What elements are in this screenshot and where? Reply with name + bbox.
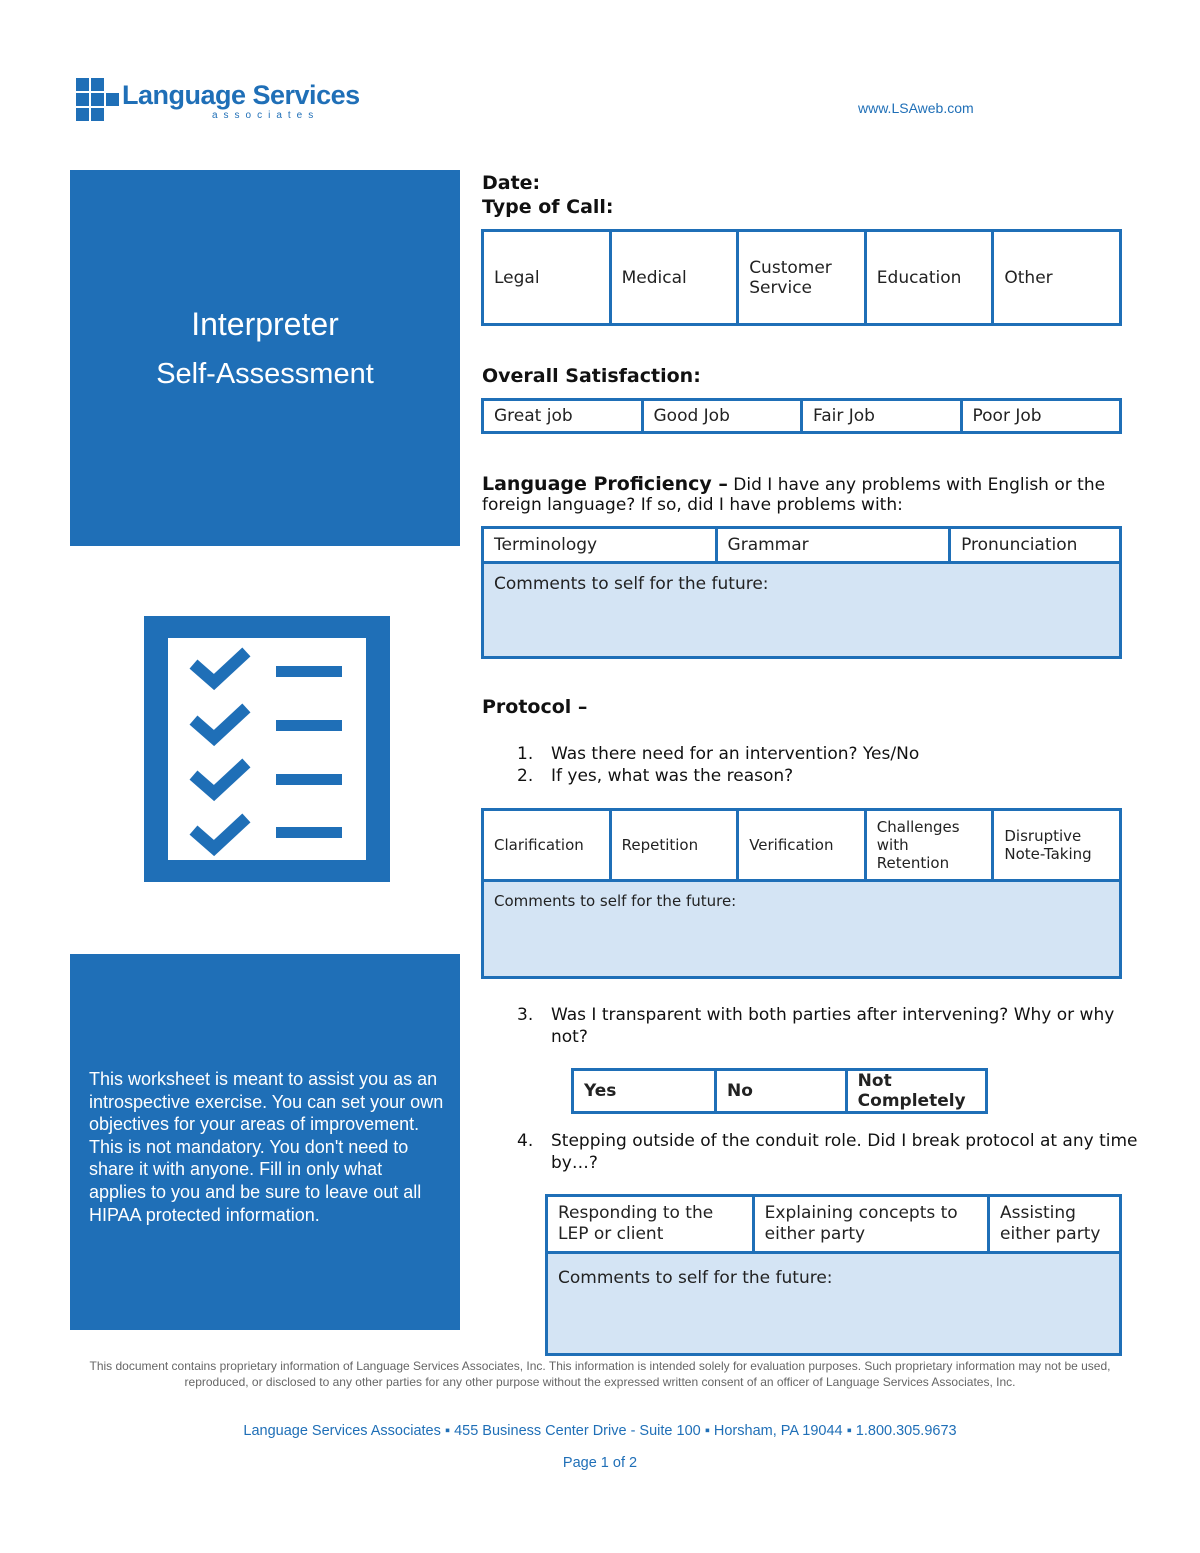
satisfaction-table (481, 398, 1122, 434)
disclaimer: This document contains proprietary information of Language Services Associates, Inc. This information is intended solely for evaluation purposes. Such proprietary information may not be used, reproduced, or disclosed to any other parties for any other purpose without the expressed written consent of an officer of Language Services Associates, Inc. (89, 1359, 1111, 1389)
worksheet-note: This worksheet is meant to assist you as an introspective exercise. You can set your own objectives for your areas of improvement. This is not mandatory. You don't need to share it with anyone. Fill in only what applies to you and be sure to leave out all HIPAA protected information. (89, 1069, 444, 1225)
transparency-table (571, 1068, 988, 1114)
footer-address: Language Services Associates ▪ 455 Business Center Drive - Suite 100 ▪ Horsham, PA 19044 ▪ 1.800.305.9673 (243, 1423, 957, 1439)
proficiency-header (482, 473, 1162, 496)
call-type-education[interactable]: Education (865, 231, 993, 325)
conduit-responding[interactable]: Responding to the LEP or client (547, 1196, 754, 1253)
logo (76, 76, 360, 126)
proficiency-grammar[interactable]: Grammar (716, 528, 950, 563)
conduit-assisting[interactable]: Assisting either party (989, 1196, 1121, 1253)
satisfaction-fair[interactable]: Fair Job (802, 400, 962, 433)
question-1-text: Was there need for an intervention? Yes/No (551, 744, 920, 764)
page-number: Page 1 of 2 (562, 1455, 638, 1471)
title-line-2: Self-Assessment (156, 358, 374, 390)
comment-label: Comments to self for the future: (494, 892, 737, 910)
satisfaction-great[interactable]: Great job (483, 400, 643, 433)
question-2-text: If yes, what was the reason? (551, 766, 794, 786)
satisfaction-label: Overall Satisfaction: (482, 365, 701, 387)
title-line-1: Interpreter (191, 306, 339, 342)
proficiency-pronunciation[interactable]: Pronunciation (950, 528, 1121, 563)
satisfaction-poor[interactable]: Poor Job (961, 400, 1121, 433)
title-panel (70, 170, 460, 546)
reason-retention[interactable]: Challenges with Retention (865, 810, 993, 881)
proficiency-comments[interactable] (483, 563, 1121, 658)
conduit-table (545, 1194, 1122, 1356)
transparency-no[interactable]: No (716, 1070, 847, 1113)
proficiency-terminology[interactable]: Terminology (483, 528, 717, 563)
logo-name: Language Services (122, 80, 360, 110)
reason-repetition[interactable]: Repetition (610, 810, 738, 881)
call-type-legal[interactable]: Legal (483, 231, 611, 325)
question-1 (517, 743, 1137, 765)
logo-subtitle: associates (212, 110, 320, 121)
checklist-icon (144, 616, 390, 882)
question-4 (517, 1130, 1147, 1174)
transparency-yes[interactable]: Yes (573, 1070, 716, 1113)
proficiency-question-2: foreign language? If so, did I have problems with: (482, 495, 903, 515)
note-panel (70, 954, 460, 1330)
reason-note-taking[interactable]: Disruptive Note-Taking (993, 810, 1121, 881)
transparency-not-completely[interactable]: Not Completely (846, 1070, 986, 1113)
call-type-other[interactable]: Other (993, 231, 1121, 325)
protocol-label: Protocol – (482, 696, 588, 718)
protocol-comments[interactable] (483, 881, 1121, 978)
type-of-call-label: Type of Call: (482, 196, 614, 218)
proficiency-table (481, 526, 1122, 659)
call-type-customer-service[interactable]: Customer Service (738, 231, 866, 325)
comment-label: Comments to self for the future: (558, 1268, 833, 1288)
satisfaction-good[interactable]: Good Job (642, 400, 802, 433)
reason-verification[interactable]: Verification (738, 810, 866, 881)
question-4-text: Stepping outside of the conduit role. Did I break protocol at any time by…? (551, 1131, 1138, 1173)
call-type-table (481, 229, 1122, 326)
conduit-comments[interactable] (547, 1253, 1121, 1355)
question-3-number: 3. (517, 1005, 534, 1025)
question-3-text: Was I transparent with both parties after intervening? Why or why not? (551, 1005, 1115, 1047)
call-type-medical[interactable]: Medical (610, 231, 738, 325)
question-3 (517, 1004, 1147, 1048)
date-label: Date: (482, 172, 541, 194)
proficiency-label: Language Proficiency – (482, 473, 728, 495)
reason-table (481, 808, 1122, 979)
question-1-number: 1. (517, 744, 534, 764)
question-2 (517, 765, 1137, 787)
conduit-explaining[interactable]: Explaining concepts to either party (753, 1196, 988, 1253)
comment-label: Comments to self for the future: (494, 574, 769, 594)
reason-clarification[interactable]: Clarification (483, 810, 611, 881)
question-2-number: 2. (517, 766, 534, 786)
question-4-number: 4. (517, 1131, 534, 1151)
website-link[interactable]: www.LSAweb.com (858, 100, 974, 116)
proficiency-question: Did I have any problems with English or the (733, 475, 1106, 495)
logo-mark-icon (76, 78, 120, 122)
